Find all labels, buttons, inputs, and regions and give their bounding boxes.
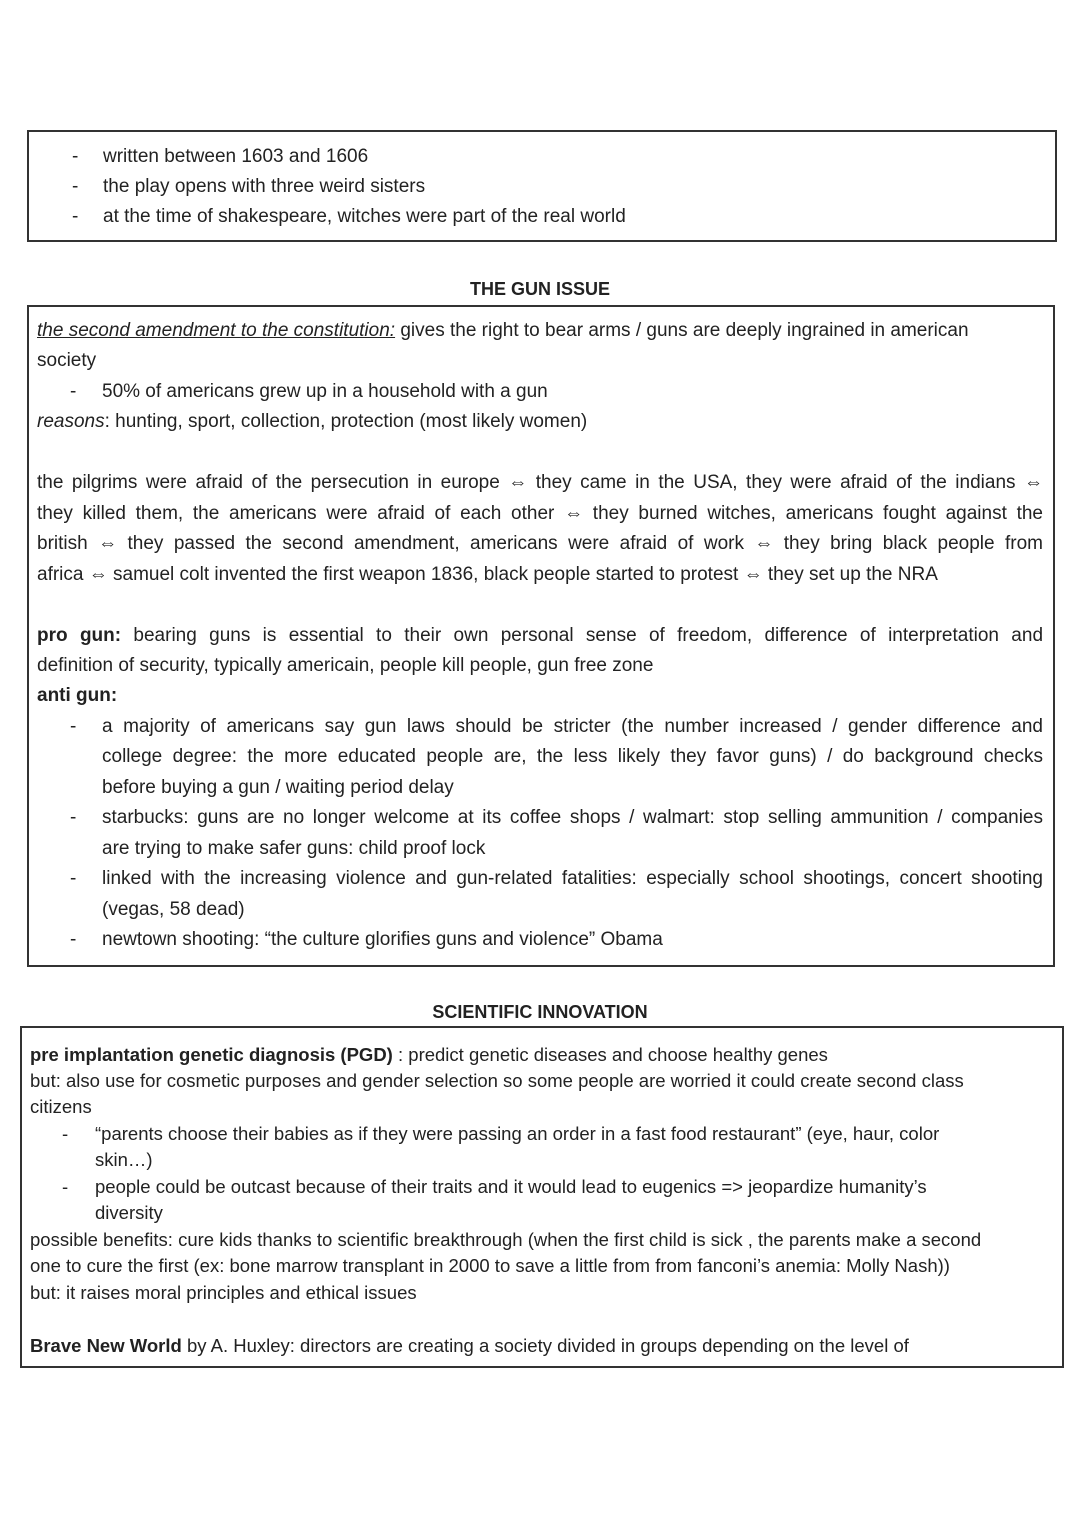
pro-gun-text: bearing guns is essential to their own personal sense of freedom, difference of interpretation and	[121, 625, 1044, 646]
amendment-label: the second amendment to the constitution:	[37, 320, 396, 341]
brave-new-world-text: by A. Huxley: directors are creating a society divided in groups depending on the level of	[181, 1335, 909, 1356]
pgd-line	[30, 1042, 828, 1068]
reasons-text: : hunting, sport, collection, protection (most likely women)	[104, 411, 588, 432]
bullet-dash: -	[70, 716, 77, 737]
scientific-innovation-heading: SCIENTIFIC INNOVATION	[432, 1002, 648, 1022]
pro-gun-label: pro gun:	[37, 625, 122, 646]
gun-issue-heading: THE GUN ISSUE	[469, 279, 611, 299]
quote-line-1: “parents choose their babies as if they were passing an order in a fast food restaurant” (eye, haur, color	[95, 1123, 940, 1144]
amendment-text: gives the right to bear arms / guns are deeply ingrained in american	[395, 320, 969, 341]
anti-gun-line-4: starbucks: guns are no longer welcome at its coffee shops / walmart: stop selling ammunition / companies	[102, 807, 1043, 828]
but-line-1: but: also use for cosmetic purposes and gender selection so some people are worried it could create second class	[30, 1070, 964, 1091]
scientific-innovation-box	[20, 1026, 1064, 1368]
anti-gun-line-2: college degree: the more educated people are, the less likely they favor guns) / do background checks	[102, 746, 1043, 767]
bullet-dash: -	[62, 1123, 69, 1144]
history-line-4: africa ⇔ samuel colt invented the first weapon 1836, black people started to protest ⇔ they set up the NRA	[37, 564, 938, 585]
anti-gun-line-3: before buying a gun / waiting period delay	[102, 777, 454, 798]
reasons-label: reasons	[37, 411, 105, 432]
bullet-dash: -	[72, 206, 79, 227]
quote-line-2: skin…)	[95, 1149, 153, 1170]
brave-new-world-title: Brave New World	[30, 1335, 182, 1356]
pro-gun-line-2: definition of security, typically americain, people kill people, gun free zone	[37, 655, 654, 676]
bullet-dash: -	[62, 1176, 69, 1197]
but-line-1-cont: citizens	[30, 1096, 92, 1117]
outcast-line-1: people could be outcast because of their traits and it would lead to eugenics => jeopardize humanity’s	[95, 1176, 927, 1197]
intro-bullet-2: the play opens with three weird sisters	[103, 176, 426, 197]
but-line-2: but: it raises moral principles and ethical issues	[30, 1282, 417, 1303]
anti-gun-line-1: a majority of americans say gun laws should be stricter (the number increased / gender difference and	[102, 716, 1043, 737]
history-line-1: the pilgrims were afraid of the persecution in europe ⇔ they came in the USA, they were afraid of the indians ⇔	[37, 472, 1043, 493]
history-line-2: they killed them, the americans were afraid of each other ⇔ they burned witches, americans fought against the	[37, 503, 1043, 524]
outcast-line-2: diversity	[95, 1202, 163, 1223]
reasons-line	[37, 407, 587, 437]
history-line-3: british ⇔ they passed the second amendment, americans were afraid of work ⇔ they bring black people from	[37, 533, 1043, 554]
anti-gun-line-8: newtown shooting: “the culture glorifies guns and violence” Obama	[102, 929, 663, 950]
benefits-line-1: possible benefits: cure kids thanks to scientific breakthrough (when the first child is sick , the parents make a second	[30, 1229, 982, 1250]
benefits-line-2: one to cure the first (ex: bone marrow transplant in 2000 to save a little from from fanconi’s anemia: Molly Nash))	[30, 1255, 950, 1276]
anti-gun-label: anti gun:	[37, 685, 118, 706]
bullet-dash: -	[70, 929, 77, 950]
intro-bullet-1: written between 1603 and 1606	[103, 146, 369, 167]
pro-gun-line-1	[37, 621, 1043, 651]
household-bullet: 50% of americans grew up in a household with a gun	[102, 381, 548, 402]
bullet-dash: -	[70, 868, 77, 889]
brave-new-world-line	[30, 1333, 909, 1359]
amendment-line	[37, 316, 969, 346]
pgd-label: pre implantation genetic diagnosis (PGD)	[30, 1044, 393, 1065]
bullet-dash: -	[70, 807, 77, 828]
anti-gun-line-7: (vegas, 58 dead)	[102, 899, 245, 920]
anti-gun-line-5: are trying to make safer guns: child proof lock	[102, 838, 486, 859]
intro-bullet-3: at the time of shakespeare, witches were part of the real world	[103, 206, 626, 227]
gun-issue-box	[27, 305, 1055, 967]
bullet-dash: -	[72, 176, 79, 197]
bullet-dash: -	[70, 381, 77, 402]
pgd-text: : predict genetic diseases and choose healthy genes	[392, 1044, 828, 1065]
anti-gun-line-6: linked with the increasing violence and gun-related fatalities: especially school shootings, concert shooting	[102, 868, 1043, 889]
bullet-dash: -	[72, 146, 79, 167]
intro-notes-box	[27, 130, 1057, 242]
amendment-text-cont: society	[37, 350, 97, 371]
